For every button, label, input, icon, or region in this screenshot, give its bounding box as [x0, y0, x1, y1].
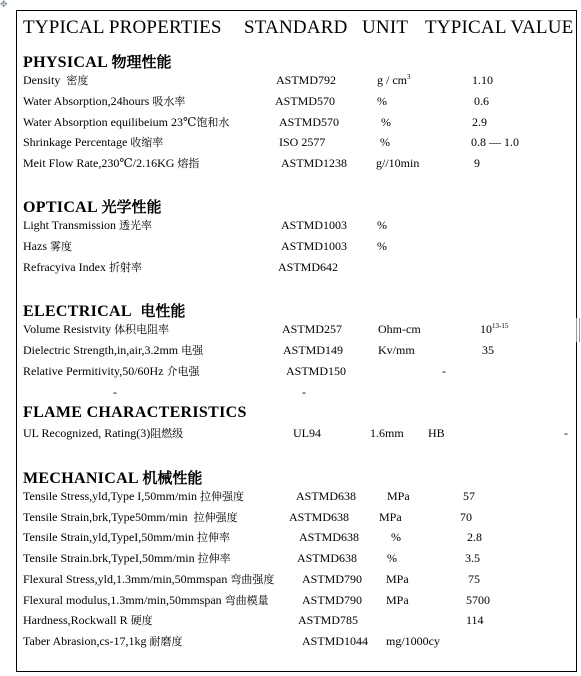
value-cell: 70: [460, 510, 472, 524]
property-label: Tensile Strain,brk,Type50mm/min 拉伸强度: [23, 510, 238, 524]
value-cell: -: [442, 364, 446, 378]
unit-cell: Kv/mm: [378, 343, 415, 357]
value-cell: 5700: [466, 593, 490, 607]
dash-mark: -: [302, 385, 306, 399]
property-label: Relative Permitivity,50/60Hz 介电强: [23, 364, 200, 378]
property-label: Density 密度: [23, 73, 89, 87]
value-cell: 10$^{13-15}$: [480, 322, 509, 336]
standard-cell: ASTMD642: [278, 260, 339, 274]
section-title-electrical: ELECTRICAL 电性能: [23, 302, 186, 320]
property-label: Dielectric Strength,in,air,3.2mm 电强: [23, 343, 204, 357]
property-label: Refracyiva Index 折射率: [23, 260, 142, 274]
property-label: UL Recognized, Rating(3)阻燃级: [23, 426, 184, 440]
header-standard: STANDARD: [244, 17, 348, 38]
standard-cell: ASTMD785: [298, 613, 359, 627]
standard-cell: ASTMD149: [283, 343, 344, 357]
property-label: Hazs 雾度: [23, 239, 72, 253]
unit-cell: %: [391, 530, 401, 544]
header-unit: UNIT: [362, 17, 409, 38]
value-cell: 1.10: [472, 73, 493, 87]
unit-cell: %: [380, 135, 390, 149]
property-label: Light Transmission 透光率: [23, 218, 153, 232]
standard-cell: ASTMD790: [302, 572, 363, 586]
property-label: Hardness,Rockwall R 硬度: [23, 613, 153, 627]
value-cell: 3.5: [465, 551, 480, 565]
unit-cell: g / $cm^3$: [377, 73, 411, 87]
standard-cell: ASTMD570: [279, 115, 340, 129]
header-typical-value: TYPICAL VALUE: [425, 17, 574, 38]
unit-cell: Ohm-cm: [378, 322, 421, 336]
unit-cell: MPa: [387, 489, 410, 503]
value-cell: 2.8: [467, 530, 482, 544]
header-typical-properties: TYPICAL PROPERTIES: [23, 17, 222, 38]
standard-cell: ASTMD1044: [302, 634, 369, 648]
value-cell: 9: [474, 156, 480, 170]
standard-cell: ASTMD1003: [281, 239, 348, 253]
value-cell: HB: [428, 426, 445, 440]
property-label: Flexural Stress,yld,1.3mm/min,50mmspan 弯曲强度: [23, 572, 275, 586]
move-handle-icon[interactable]: ✥: [0, 0, 8, 10]
unit-cell: g//10min: [376, 156, 420, 170]
unit-cell: mg/1000cy: [386, 634, 440, 648]
property-label: Tensile Stress,yld,Type I,50mm/min 拉伸强度: [23, 489, 244, 503]
section-title-physical: PHYSICAL 物理性能: [23, 53, 172, 71]
standard-cell: ASTMD638: [296, 489, 357, 503]
unit-cell: %: [377, 218, 387, 232]
standard-cell: ASTMD790: [302, 593, 363, 607]
unit-cell: %: [381, 115, 391, 129]
dash-mark: -: [113, 385, 117, 399]
value-cell: 35: [482, 343, 494, 357]
value-cell: 114: [466, 613, 484, 627]
standard-cell: ASTMD570: [275, 94, 336, 108]
property-label: Volume Resistvity 体积电阻率: [23, 322, 170, 336]
property-label: Water Absorption equilibeium 23℃饱和水: [23, 115, 230, 129]
section-title-optical: OPTICAL 光学性能: [23, 198, 162, 216]
standard-cell: ASTMD1003: [281, 218, 348, 232]
property-label: Water Absorption,24hours 吸水率: [23, 94, 186, 108]
unit-cell: MPa: [386, 593, 409, 607]
value-cell: 75: [468, 572, 480, 586]
value-cell: 57: [463, 489, 475, 503]
dash-mark: -: [564, 426, 568, 440]
resize-handle[interactable]: [576, 318, 580, 342]
property-label: Shrinkage Percentage 收缩率: [23, 135, 164, 149]
property-label: Tensile Strain.brk,TypeI,50mm/min 拉伸率: [23, 551, 231, 565]
property-label: Flexural modulus,1.3mm/min,50mmspan 弯曲模量: [23, 593, 269, 607]
unit-cell: MPa: [379, 510, 402, 524]
section-title-mechanical: MECHANICAL 机械性能: [23, 469, 203, 487]
section-title-flame: FLAME CHARACTERISTICS: [23, 404, 247, 421]
standard-cell: ASTMD638: [289, 510, 350, 524]
value-cell: 0.6: [474, 94, 489, 108]
unit-cell: %: [377, 239, 387, 253]
standard-cell: ISO 2577: [279, 135, 326, 149]
unit-cell: MPa: [386, 572, 409, 586]
standard-cell: ASTMD1238: [281, 156, 348, 170]
property-label: Meit Flow Rate,230℃/2.16KG 熔指: [23, 156, 200, 170]
unit-cell: %: [387, 551, 397, 565]
standard-cell: ASTMD257: [282, 322, 343, 336]
unit-cell: 1.6mm: [370, 426, 404, 440]
value-cell: 2.9: [472, 115, 487, 129]
value-cell: 0.8 — 1.0: [471, 135, 519, 149]
property-label: Taber Abrasion,cs-17,1kg 耐磨度: [23, 634, 183, 648]
standard-cell: ASTMD638: [297, 551, 358, 565]
property-label: Tensile Strain,yld,TypeI,50mm/min 拉伸率: [23, 530, 230, 544]
unit-cell: %: [377, 94, 387, 108]
standard-cell: ASTMD150: [286, 364, 347, 378]
standard-cell: UL94: [293, 426, 321, 440]
standard-cell: ASTMD792: [276, 73, 337, 87]
standard-cell: ASTMD638: [299, 530, 360, 544]
